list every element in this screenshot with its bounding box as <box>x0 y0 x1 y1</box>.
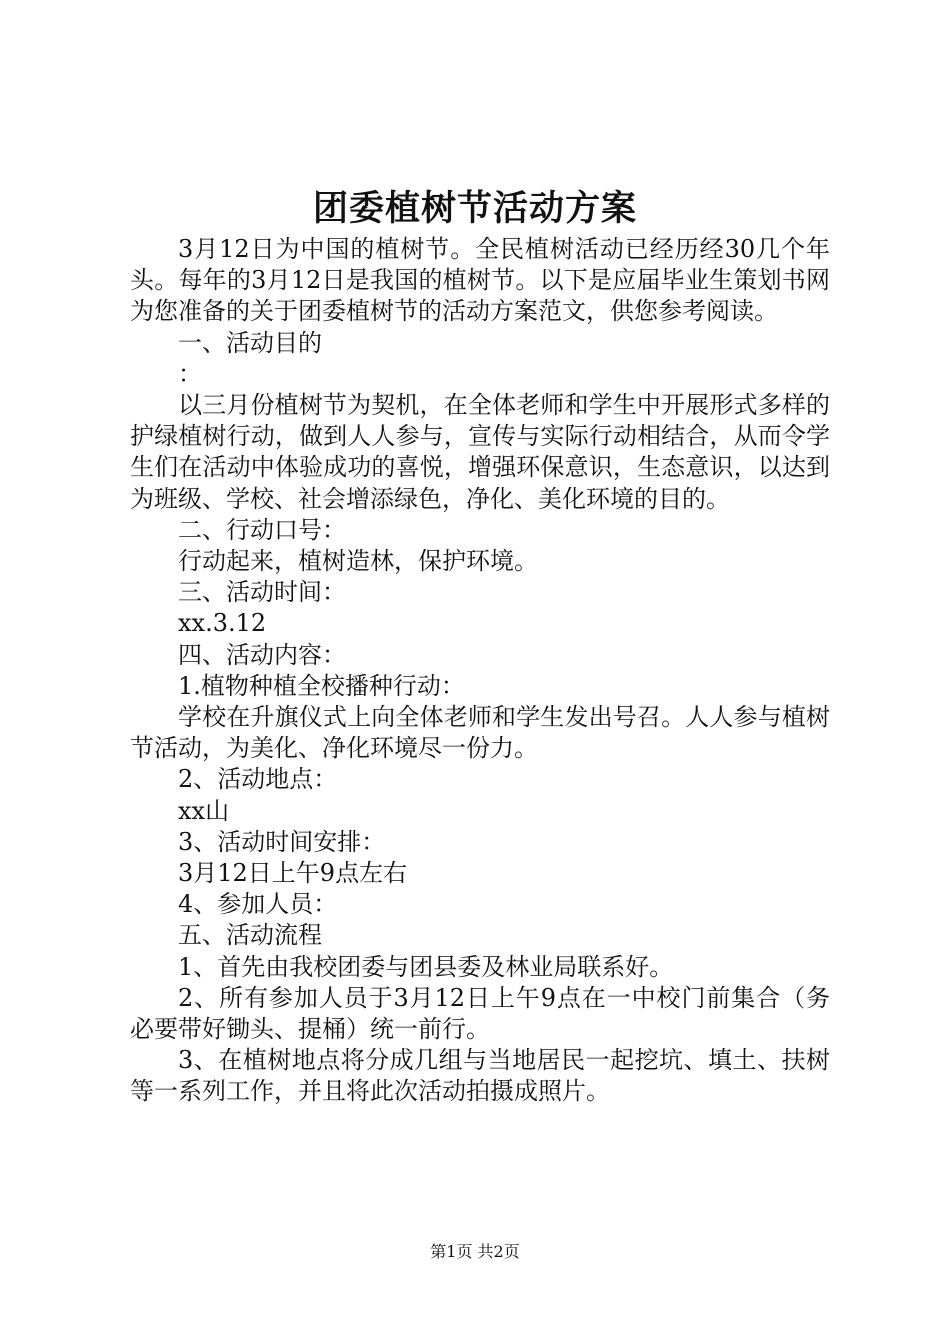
section-heading-content: 四、活动内容： <box>178 640 346 669</box>
process-step-2: 2、所有参加人员于3月12日上午9点在一中校门前集合（务必要带好锄头、提桶）统一前行。 <box>130 983 830 1044</box>
document-title: 团委植树节活动方案 <box>312 188 637 229</box>
process-step-1: 1、首先由我校团委与团县委及林业局联系好。 <box>178 952 674 981</box>
content-item-2: 2、活动地点： <box>178 765 338 794</box>
content-item-1: 1.植物种植全校播种行动： <box>178 671 465 700</box>
process-step-3: 3、在植树地点将分成几组与当地居民一起挖坑、填土、扶树等一系列工作，并且将此次活动拍摄成照片。 <box>130 1046 830 1106</box>
content-item-4: 4、参加人员： <box>178 890 338 919</box>
intro-paragraph: 3月12日为中国的植树节。全民植树活动已经历经30几个年头。每年的3月12日是我国的植树节。以下是应届毕业生策划书网为您准备的关于团委植树节的活动方案范文，供您参考阅读。 <box>130 235 830 326</box>
section-heading-process: 五、活动流程 <box>178 921 322 950</box>
slogan-paragraph: 行动起来，植树造林，保护环境。 <box>178 547 538 576</box>
content-item-1-detail: 学校在升旗仪式上向全体老师和学生发出号召。人人参与植树节活动，为美化、净化环境尽一份力。 <box>130 703 830 763</box>
time-paragraph: xx.3.12 <box>178 609 267 638</box>
section-heading-purpose: 一、活动目的 <box>178 328 322 357</box>
section-heading-slogan: 二、行动口号： <box>178 515 346 544</box>
content-item-3: 3、活动时间安排： <box>178 827 386 856</box>
location-paragraph: xx山 <box>178 796 230 825</box>
colon-line: ： <box>178 359 202 388</box>
purpose-paragraph: 以三月份植树节为契机，在全体老师和学生中开展形式多样的护绿植树行动，做到人人参与，宣传与实际行动相结合，从而令学生们在活动中体验成功的喜悦，增强环保意识，生态意识，以达到为班级、学校、社会增添绿色，净化、美化环境的目的。 <box>130 391 830 513</box>
section-heading-time: 三、活动时间： <box>178 578 346 607</box>
schedule-paragraph: 3月12日上午9点左右 <box>178 859 408 888</box>
document-body <box>130 234 830 1108</box>
page-footer: 第1页 共2页 <box>430 1242 520 1261</box>
